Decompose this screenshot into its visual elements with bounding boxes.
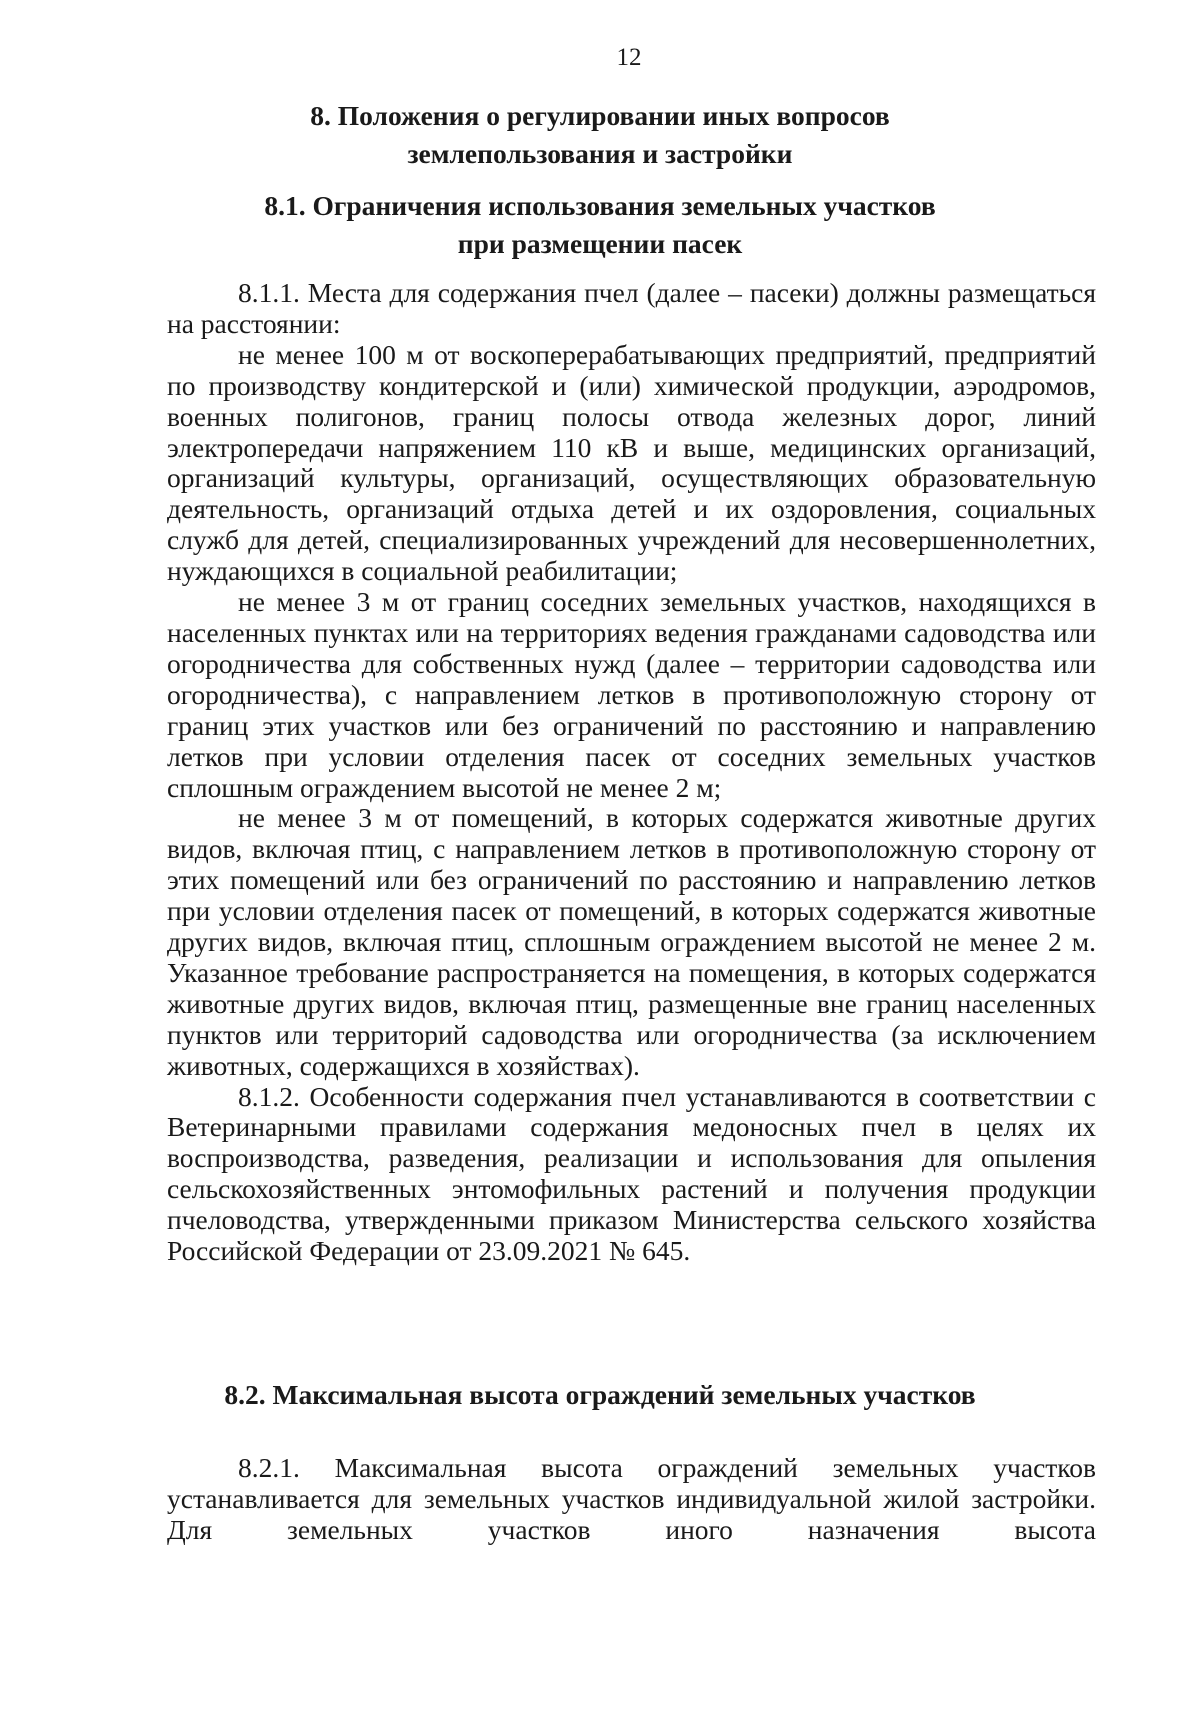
section-8-1-title-line1: 8.1. Ограничения использования земельных участков xyxy=(264,190,936,221)
section-8-2-body xyxy=(167,1453,1096,1546)
section-8-heading xyxy=(200,97,1000,173)
section-8-1-title-line2: при размещении пасек xyxy=(457,228,743,259)
section-8-2-heading xyxy=(150,1376,1050,1414)
paragraph-8-1-1: 8.1.1. Места для содержания пчел (далее – пасеки) должны размещаться на расстоянии: xyxy=(167,277,1096,339)
section-8-title-line1: 8. Положения о регулировании иных вопросов xyxy=(310,100,890,131)
section-8-title-line2: землепользования и застройки xyxy=(407,138,793,169)
section-8-1-body xyxy=(167,278,1096,1267)
section-8-1-heading xyxy=(200,187,1000,263)
page-number: 12 xyxy=(616,44,642,71)
paragraph-distance-3m-premises: не менее 3 м от помещений, в которых содержатся животные других видов, включая птиц, с направлением летков в противоположную сторону от этих помещений или без ограничений по расстоянию и направлению летков при условии отделения пасек от помещений, в которых содержатся животные других видов, включая птиц, сплошным ограждением высотой не менее 2 м. Указанное требование распространяется на помещения, в которых содержатся животные других видов, включая птиц, размещенные вне границ населенных пунктов или территорий садоводства или огородничества (за исключением животных, содержащихся в хозяйствах). xyxy=(167,802,1096,1081)
paragraph-8-1-2: 8.1.2. Особенности содержания пчел устанавливаются в соответствии с Ветеринарными правилами содержания медоносных пчел в целях их воспроизводства, разведения, реализации и использования для опыления сельскохозяйственных энтомофильных растений и получения продукции пчеловодства, утвержденными приказом Министерства сельского хозяйства Российской Федерации от 23.09.2021 № 645. xyxy=(167,1080,1096,1267)
paragraph-distance-3m-plots: не менее 3 м от границ соседних земельных участков, находящихся в населенных пунктах или на территориях ведения гражданами садоводства или огородничества для собственных нужд (далее – территории садоводства или огородничества), с направлением летков в противоположную сторону от границ этих участков или без ограничений по расстоянию и направлению летков при условии отделения пасек от соседних земельных участков сплошным ограждением высотой не менее 2 м; xyxy=(167,586,1096,803)
paragraph-8-2-1: 8.2.1. Максимальная высота ограждений земельных участков устанавливается для земельных участков индивидуальной жилой застройки. Для земельных участков иного назначения высота xyxy=(167,1452,1096,1545)
paragraph-distance-100m: не менее 100 м от воскоперерабатывающих предприятий, предприятий по производству кондитерской и (или) химической продукции, аэродромов, военных полигонов, границ полосы отвода железных дорог, линий электропередачи напряжением 110 кВ и выше, медицинских организаций, организаций культуры, организаций, осуществляющих образовательную деятельность, организаций отдыха детей и их оздоровления, социальных служб для детей, специализированных учреждений для несовершеннолетних, нуждающихся в социальной реабилитации; xyxy=(167,338,1096,587)
section-8-2-title: 8.2. Максимальная высота ограждений земельных участков xyxy=(224,1379,976,1410)
